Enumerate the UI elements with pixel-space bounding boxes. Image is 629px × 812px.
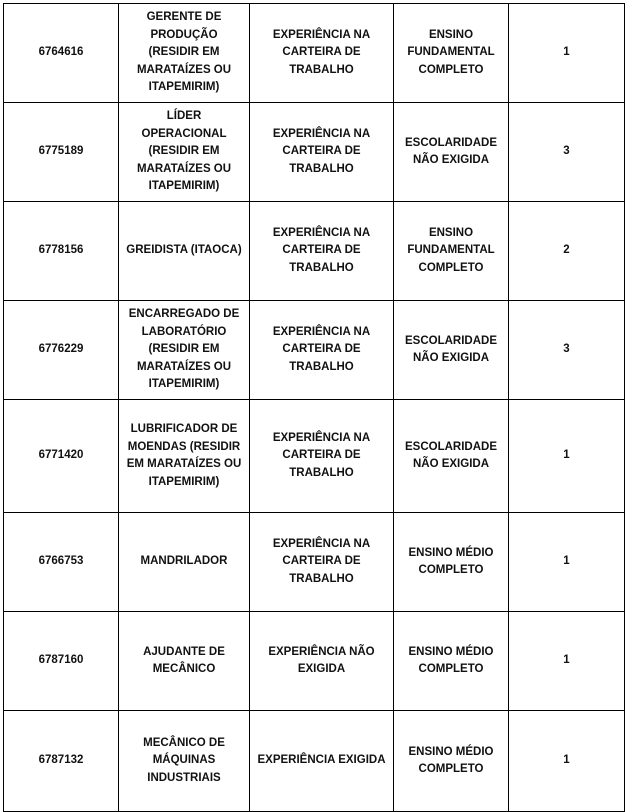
table-row [4,301,625,400]
education-cell: ESCOLARIDADE NÃO EXIGIDA [394,301,509,400]
table-row [4,612,625,711]
job-role-cell: MECÂNICO DE MÁQUINAS INDUSTRIAIS [119,711,250,812]
experience-cell: EXPERIÊNCIA NA CARTEIRA DE TRABALHO [250,400,394,513]
education-cell: ENSINO MÉDIO COMPLETO [394,612,509,711]
experience-cell: EXPERIÊNCIA EXIGIDA [250,711,394,812]
job-code-cell: 6787160 [4,612,119,711]
vacancies-cell: 1 [509,711,625,812]
education-cell: ENSINO FUNDAMENTAL COMPLETO [394,4,509,103]
job-code-cell: 6778156 [4,202,119,301]
experience-cell: EXPERIÊNCIA NA CARTEIRA DE TRABALHO [250,202,394,301]
vacancies-cell: 1 [509,400,625,513]
job-role-cell: LUBRIFICADOR DE MOENDAS (RESIDIR EM MARATAÍZES OU ITAPEMIRIM) [119,400,250,513]
job-role-cell: GREIDISTA (ITAOCA) [119,202,250,301]
experience-cell: EXPERIÊNCIA NA CARTEIRA DE TRABALHO [250,513,394,612]
job-code-cell: 6776229 [4,301,119,400]
vacancies-cell: 3 [509,103,625,202]
vacancies-cell: 2 [509,202,625,301]
experience-cell: EXPERIÊNCIA NA CARTEIRA DE TRABALHO [250,103,394,202]
experience-cell: EXPERIÊNCIA NÃO EXIGIDA [250,612,394,711]
experience-cell: EXPERIÊNCIA NA CARTEIRA DE TRABALHO [250,301,394,400]
education-cell: ENSINO MÉDIO COMPLETO [394,513,509,612]
job-role-cell: GERENTE DE PRODUÇÃO (RESIDIR EM MARATAÍZES OU ITAPEMIRIM) [119,4,250,103]
education-cell: ESCOLARIDADE NÃO EXIGIDA [394,400,509,513]
table-row [4,513,625,612]
table-row [4,4,625,103]
vacancies-cell: 3 [509,301,625,400]
job-role-cell: AJUDANTE DE MECÂNICO [119,612,250,711]
job-role-cell: LÍDER OPERACIONAL (RESIDIR EM MARATAÍZES OU ITAPEMIRIM) [119,103,250,202]
table-row [4,711,625,812]
job-code-cell: 6766753 [4,513,119,612]
job-code-cell: 6764616 [4,4,119,103]
table-row [4,400,625,513]
job-role-cell: MANDRILADOR [119,513,250,612]
experience-cell: EXPERIÊNCIA NA CARTEIRA DE TRABALHO [250,4,394,103]
education-cell: ENSINO FUNDAMENTAL COMPLETO [394,202,509,301]
education-cell: ESCOLARIDADE NÃO EXIGIDA [394,103,509,202]
table-row [4,202,625,301]
education-cell: ENSINO MÉDIO COMPLETO [394,711,509,812]
job-code-cell: 6775189 [4,103,119,202]
job-code-cell: 6787132 [4,711,119,812]
vacancies-cell: 1 [509,513,625,612]
job-vacancies-table [3,3,625,812]
job-role-cell: ENCARREGADO DE LABORATÓRIO (RESIDIR EM MARATAÍZES OU ITAPEMIRIM) [119,301,250,400]
vacancies-cell: 1 [509,612,625,711]
job-code-cell: 6771420 [4,400,119,513]
vacancies-cell: 1 [509,4,625,103]
table-row [4,103,625,202]
